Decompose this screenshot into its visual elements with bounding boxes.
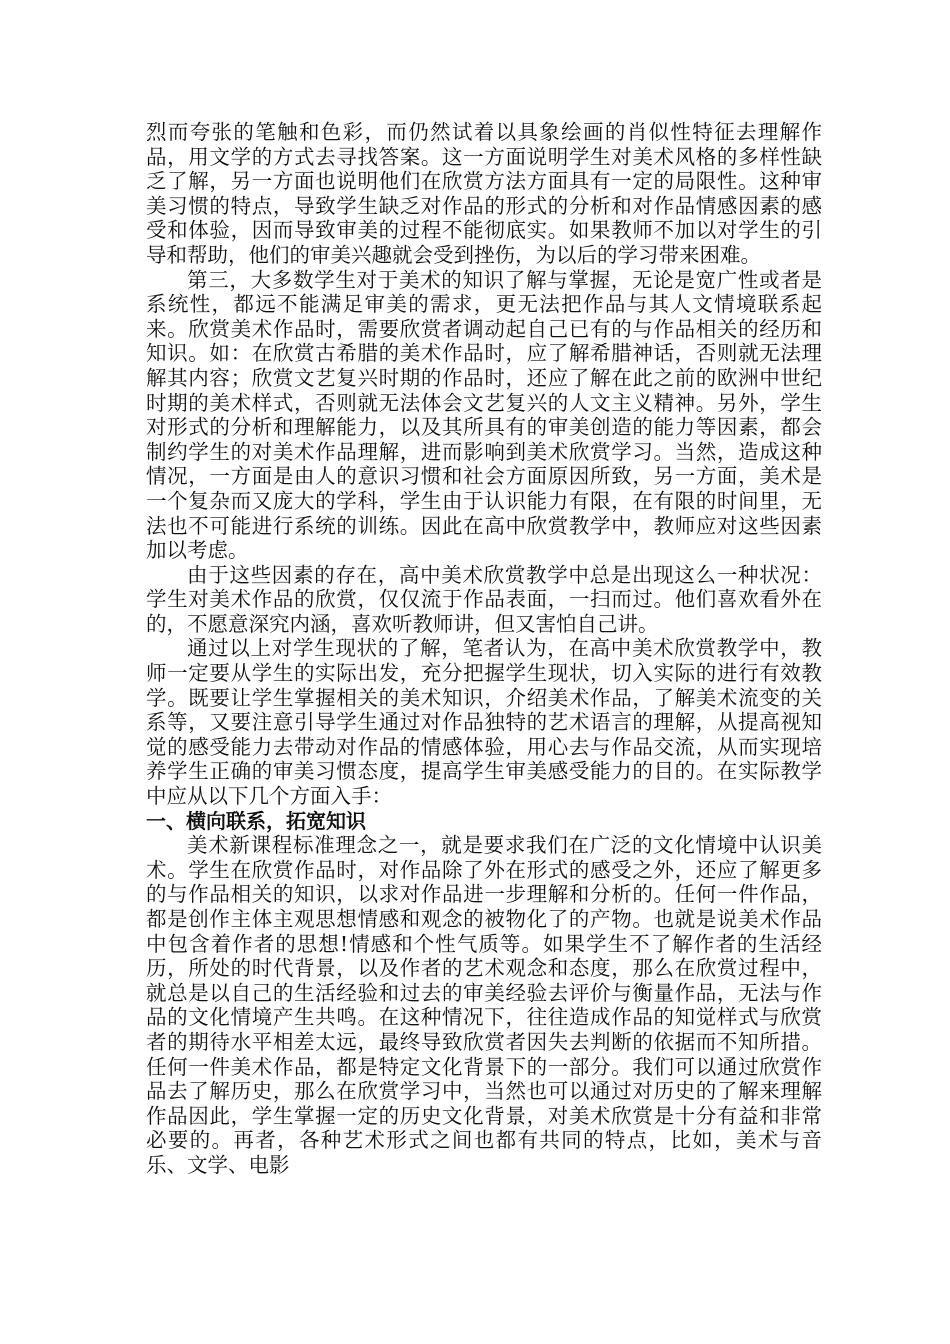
paragraph-teaching-approach: 通过以上对学生现状的了解，笔者认为，在高中美术欣赏教学中，教师一定要从学生的实际出发，充分把握学生现状，切入实际的进行有效教学。既要让学生掌握相关的美术知识，介绍美术作品，了解美术流变的关系等，又要注意引导学生通过对作品独特的艺术语言的理解，从提高视知觉的感受能力去带动对作品的情感体验，用心去与作品交流，从而实现培养学生正确的审美习惯态度，提高学生审美感受能力的目的。在实际教学中应从以下几个方面入手： <box>146 636 822 809</box>
paragraph-section-one: 美术新课程标准理念之一，就是要求我们在广泛的文化情境中认识美术。学生在欣赏作品时，对作品除了外在形式的感受之外，还应了解更多的与作品相关的知识，以求对作品进一步理解和分析的。任何一件作品，都是创作主体主观思想情感和观念的被物化了的产物。也就是说美术作品中包含着作者的思想!情感和个性气质等。如果学生不了解作者的生活经历，所处的时代背景，以及作者的艺术观念和态度，那么在欣赏过程中，就总是以自己的生活经验和过去的审美经验去评价与衡量作品，无法与作品的文化情境产生共鸣。在这种情况下，往往造成作品的知觉样式与欣赏者的期待水平相差太远，最终导致欣赏者因失去判断的依据而不知所措。任何一件美术作品，都是特定文化背景下的一部分。我们可以通过欣赏作品去了解历史，那么在欣赏学习中，当然也可以通过对历史的了解来理解作品因此，学生掌握一定的历史文化背景，对美术欣赏是十分有益和非常必要的。再者，各种艺术形式之间也都有共同的特点，比如，美术与音乐、文学、电影 <box>146 833 822 1177</box>
paragraph-situation: 由于这些因素的存在，高中美术欣赏教学中总是出现这么一种状况：学生对美术作品的欣赏，仅仅流于作品表面，一扫而过。他们喜欢看外在的，不愿意深究内涵，喜欢听教师讲，但又害怕自己讲。 <box>146 562 822 636</box>
document-body <box>146 120 822 1178</box>
paragraph-third-point: 第三，大多数学生对于美术的知识了解与掌握，无论是宽广性或者是系统性，都远不能满足审美的需求，更无法把作品与其人文情境联系起来。欣赏美术作品时，需要欣赏者调动起自己已有的与作品相关的经历和知识。如：在欣赏古希腊的美术作品时，应了解希腊神话，否则就无法理解其内容；欣赏文艺复兴时期的作品时，还应了解在此之前的欧洲中世纪时期的美术样式，否则就无法体会文艺复兴的人文主义精神。另外，学生对形式的分析和理解能力，以及其所具有的审美创造的能力等因素，都会制约学生的对美术作品理解，进而影响到美术欣赏学习。当然，造成这种情况，一方面是由人的意识习惯和社会方面原因所致，另一方面，美术是一个复杂而又庞大的学科，学生由于认识能力有限，在有限的时间里，无法也不可能进行系统的训练。因此在高中欣赏教学中，教师应对这些因素加以考虑。 <box>146 267 822 563</box>
section-heading: 一、横向联系，拓宽知识 <box>146 808 366 833</box>
paragraph-continuation: 烈而夸张的笔触和色彩，而仍然试着以具象绘画的肖似性特征去理解作品，用文学的方式去寻找答案。这一方面说明学生对美术风格的多样性缺乏了解，另一方面也说明他们在欣赏方法方面具有一定的局限性。这种审美习惯的特点，导致学生缺乏对作品的形式的分析和对作品情感因素的感受和体验，因而导致审美的过程不能彻底实。如果教师不加以对学生的引导和帮助，他们的审美兴趣就会受到挫伤，为以后的学习带来困难。 <box>146 120 822 267</box>
